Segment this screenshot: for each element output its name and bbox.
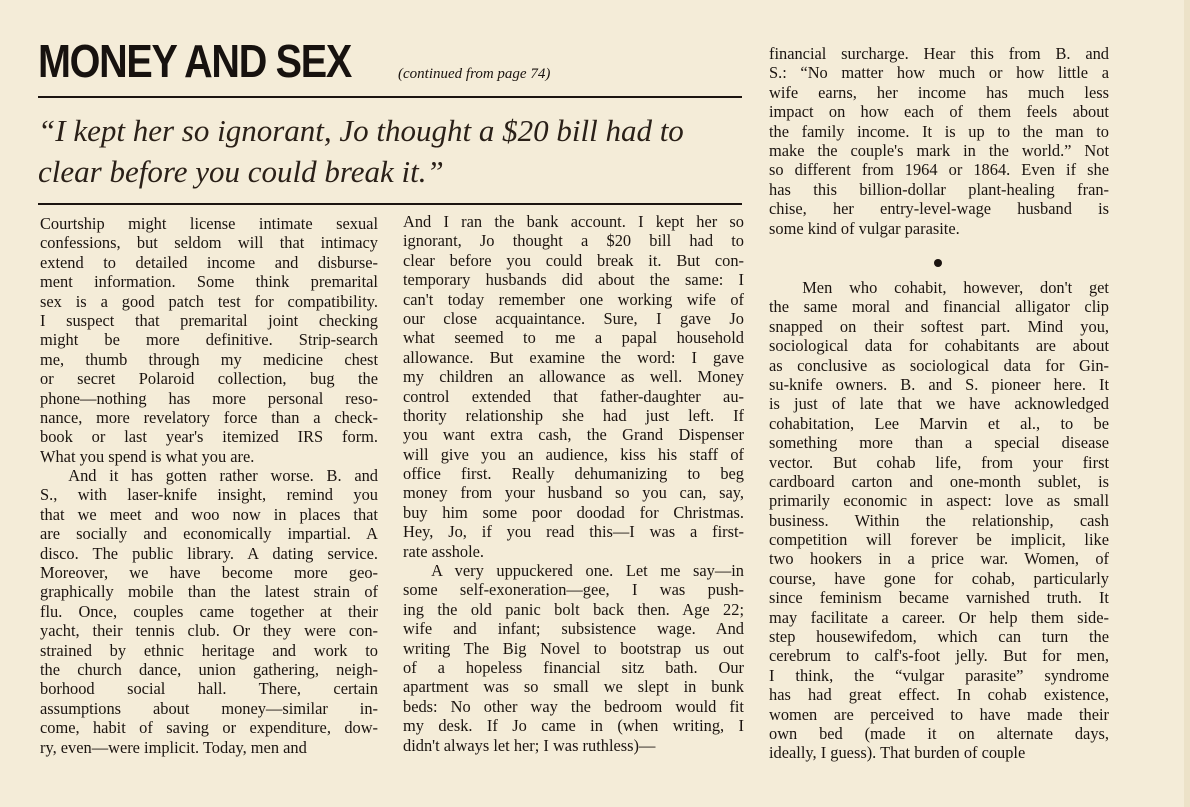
text-line: make the couple's mark in the world.” Not xyxy=(769,140,1109,160)
text-line: financial surcharge. Hear this from B. and xyxy=(769,44,1109,63)
text-column-3-top xyxy=(769,44,1109,238)
text-line: are socially and economically impartial. A xyxy=(40,524,378,544)
text-line: buy him some poor doodad for Christmas. xyxy=(403,502,744,522)
text-line: A very uppuckered one. Let me say—in xyxy=(403,561,744,581)
text-line: clear before you could break it. But con- xyxy=(403,250,744,270)
text-line: And it has gotten rather worse. B. and xyxy=(40,466,378,486)
text-line: ideally, I guess). That burden of couple xyxy=(769,743,1026,763)
page-edge xyxy=(1184,0,1190,807)
text-line: might be more definitive. Strip-search xyxy=(40,330,378,350)
text-line: something more than a special disease xyxy=(769,433,1109,453)
text-line: step housewifedom, which can turn the xyxy=(769,627,1109,647)
text-line: you want extra cash, the Grand Dispenser xyxy=(403,425,744,445)
text-line: phone—nothing has more personal reso- xyxy=(40,388,378,408)
text-line: or secret Polaroid collection, bug the xyxy=(40,369,378,389)
text-line: control extended that father-daughter au- xyxy=(403,386,744,406)
text-line: competition will forever be implicit, like xyxy=(769,530,1109,550)
text-line: assumptions about money—similar in- xyxy=(40,698,378,718)
text-line: book or last year's itemized IRS form. xyxy=(40,427,378,447)
continued-from-note: (continued from page 74) xyxy=(398,66,551,82)
text-line: writing The Big Novel to bootstrap us out xyxy=(403,638,744,658)
text-line: strained by ethnic heritage and work to xyxy=(40,640,378,660)
text-line: wife and infant; subsistence wage. And xyxy=(403,619,744,639)
text-line: snapped on their softest part. Mind you, xyxy=(769,316,1109,336)
text-line: some self-exoneration—gee, I was push- xyxy=(403,580,744,600)
article-headline: MONEY AND SEX xyxy=(38,35,351,87)
text-line: wife earns, her income has much less xyxy=(769,82,1109,102)
text-line: of a hopeless financial sitz bath. Our xyxy=(403,657,744,677)
text-line: disco. The public library. A dating service. xyxy=(40,543,378,563)
text-line: will give you an audience, kiss his staff of xyxy=(403,444,744,464)
text-line: apartment was so small we slept in bunk xyxy=(403,677,744,697)
text-line: Moreover, we have become more geo- xyxy=(40,563,378,583)
text-column-1 xyxy=(40,214,378,757)
text-line: can't today remember one working wife of xyxy=(403,289,744,309)
section-break-bullet xyxy=(934,259,942,267)
text-line: And I ran the bank account. I kept her so xyxy=(403,212,744,231)
text-line: me, thumb through my medicine chest xyxy=(40,349,378,369)
text-line: own bed (made it on alternate days, xyxy=(769,723,1109,743)
text-line: my desk. If Jo came in (when writing, I xyxy=(403,716,744,736)
text-line: ing the old panic bolt back then. Age 22; xyxy=(403,599,744,619)
text-column-3-bottom xyxy=(769,278,1109,763)
text-line: women are perceived to have made their xyxy=(769,704,1109,724)
text-line: Hey, Jo, if you read this—I was a first- xyxy=(403,522,744,542)
text-line: sex is a good patch test for compatibility. xyxy=(40,291,378,311)
text-line: yacht, their tennis club. Or they were con- xyxy=(40,621,378,641)
text-line: ry, even—were implicit. Today, men and xyxy=(40,737,307,757)
text-line: come, habit of saving or expenditure, dow- xyxy=(40,718,378,738)
text-line: Men who cohabit, however, don't get xyxy=(769,278,1109,297)
text-line: graphically mobile than the latest strain of xyxy=(40,582,378,602)
text-line: S., with laser-knife insight, remind you xyxy=(40,485,378,505)
text-line: the family income. It is up to the man to xyxy=(769,121,1109,141)
text-line: extend to detailed income and disburse- xyxy=(40,252,378,272)
text-line: office first. Really dehumanizing to beg xyxy=(403,464,744,484)
text-line: rate asshole. xyxy=(403,541,485,561)
text-line: primarily economic in aspect: love as small xyxy=(769,491,1109,511)
text-line: flu. Once, couples came together at their xyxy=(40,601,378,621)
pullquote: “I kept her so ignorant, Jo thought a $20 bill had to clear before you could break it.” xyxy=(38,113,684,189)
text-line: cardboard carton and one-month sublet, is xyxy=(769,471,1109,491)
text-line: two hookers in a price war. Women, of xyxy=(769,549,1109,569)
text-line: allowance. But examine the word: I gave xyxy=(403,347,744,367)
text-line: borhood social hall. There, certain xyxy=(40,679,378,699)
text-line: as conclusive as sociological data for Gin- xyxy=(769,355,1109,375)
text-line: vector. But cohab life, from your first xyxy=(769,452,1109,472)
text-line: thority relationship she had just left. If xyxy=(403,405,744,425)
text-line: I think, the “vulgar parasite” syndrome xyxy=(769,665,1109,685)
text-line: chise, her entry-level-wage husband is xyxy=(769,199,1109,219)
text-column-2 xyxy=(403,212,744,755)
text-line: business. Within the relationship, cash xyxy=(769,510,1109,530)
text-line: the same moral and financial alligator clip xyxy=(769,297,1109,317)
text-line: since feminism became varnished truth. It xyxy=(769,588,1109,608)
text-line: may facilitate a career. Or help them side- xyxy=(769,607,1109,627)
text-line: What you spend is what you are. xyxy=(40,446,255,466)
text-line: S.: “No matter how much or how little a xyxy=(769,63,1109,83)
text-line: money from your husband so you can, say, xyxy=(403,483,744,503)
text-line: temporary husbands did about the same: I xyxy=(403,270,744,290)
text-line: has this billion-dollar plant-healing fran- xyxy=(769,179,1109,199)
text-line: I suspect that premarital joint checking xyxy=(40,310,378,330)
text-line: what seemed to me a papal household xyxy=(403,328,744,348)
text-line: Courtship might license intimate sexual xyxy=(40,214,378,233)
pullquote-top-rule xyxy=(38,96,742,98)
text-line: has had great effect. In cohab existence, xyxy=(769,685,1109,705)
text-line: course, have gone for cohab, particularly xyxy=(769,568,1109,588)
text-line: ment information. Some think premarital xyxy=(40,272,378,292)
text-line: confessions, but seldom will that intimacy xyxy=(40,233,378,253)
text-line: some kind of vulgar parasite. xyxy=(769,218,960,238)
text-line: that we meet and woo now in places that xyxy=(40,504,378,524)
text-line: beds: No other way the bedroom would fit xyxy=(403,696,744,716)
text-line: my children an allowance as well. Money xyxy=(403,367,744,387)
text-line: our close acquaintance. Sure, I gave Jo xyxy=(403,308,744,328)
text-line: cohabitation, Lee Marvin et al., to be xyxy=(769,413,1109,433)
text-line: su-knife owners. B. and S. pioneer here. It xyxy=(769,374,1109,394)
pullquote-bottom-rule xyxy=(38,203,742,205)
text-line: didn't always let her; I was ruthless)— xyxy=(403,735,656,755)
text-line: impact on how each of them feels about xyxy=(769,102,1109,122)
text-line: the church dance, union gathering, neigh- xyxy=(40,659,378,679)
text-line: sociological data for cohabitants are about xyxy=(769,336,1109,356)
text-line: cerebrum to calf's-foot jelly. But for men, xyxy=(769,646,1109,666)
text-line: ignorant, Jo thought a $20 bill had to xyxy=(403,231,744,251)
text-line: is just of late that we have acknowledged xyxy=(769,394,1109,414)
text-line: nance, more revelatory force than a check- xyxy=(40,407,378,427)
text-line: so different from 1964 or 1864. Even if she xyxy=(769,160,1109,180)
